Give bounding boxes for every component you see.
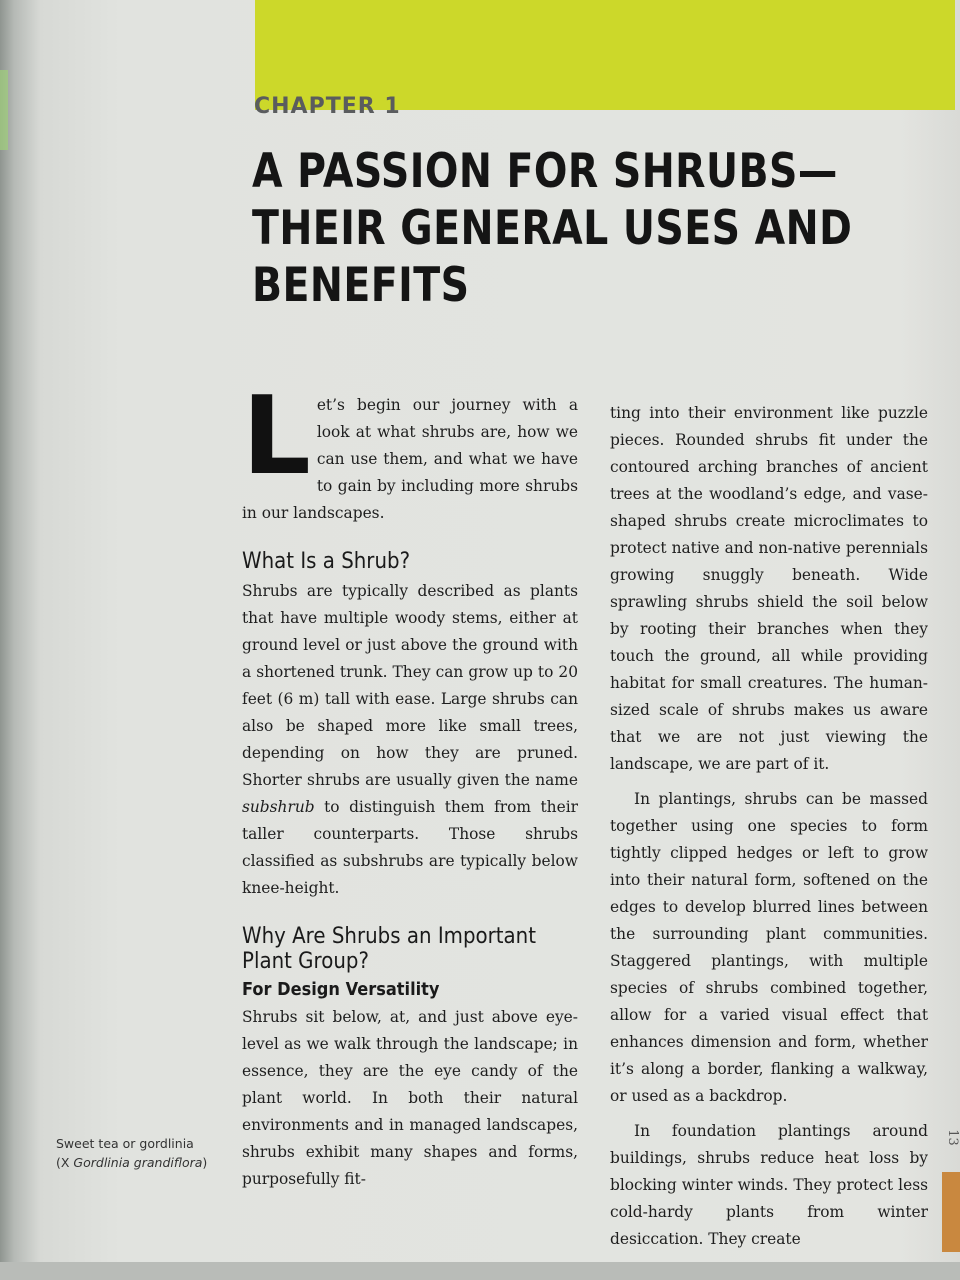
paragraph-plantings: In plantings, shrubs can be massed together using one species to form tightly clipped hedges or left to grow into their natural form, softened on the edges to develop blurred lines between the surrounding plant communities. Staggered plantings, with multiple species of shrubs combined together, allow for a varied visual effect that enhances dimension and form, whether it’s along a border, flanking a walkway, or used as a backdrop. xyxy=(610,790,928,1105)
paragraph-design-versatility: Shrubs sit below, at, and just above eye-level as we walk through the landscape; in essence, they are the eye candy of the plant world. In both their natural environments and in managed landscapes, shrubs exhibit many shapes and forms, purposefully fit- xyxy=(242,1008,578,1188)
caption-suffix: ) xyxy=(202,1155,208,1170)
page-bottom-edge xyxy=(0,1262,960,1280)
paragraph-text: Shrubs are typically described as plants that have multiple woody stems, either at ground level or just above the ground with a shortened trunk. They can grow up to 20 feet (6 m) tall with ease. Large shrubs can also be shaped more like small trees, depending on how they are pruned. Shorter shrubs are usually given the name xyxy=(242,582,578,789)
text-column-right xyxy=(610,400,928,1253)
paragraph-what-is-a-shrub xyxy=(242,578,578,902)
caption-scientific-name: Gordlinia grandiflora xyxy=(73,1155,203,1170)
chapter-tab xyxy=(942,1172,960,1252)
paragraph-foundation: In foundation plantings around buildings, shrubs reduce heat loss by blocking winter winds. They protect less cold-hardy plants from winter desiccation. They create xyxy=(610,1122,928,1248)
chapter-label: CHAPTER 1 xyxy=(254,94,401,119)
title-line: A PASSION FOR SHRUBS— xyxy=(252,144,838,199)
caption-prefix: (X xyxy=(56,1155,74,1170)
caption-scientific-line xyxy=(56,1153,207,1172)
previous-page-edge xyxy=(0,70,8,150)
book-page xyxy=(10,0,960,1270)
title-line: THEIR GENERAL USES AND xyxy=(252,201,853,256)
intro-paragraph xyxy=(242,374,578,527)
drop-cap: L xyxy=(242,374,311,499)
caption-common-name: Sweet tea or gordlinia xyxy=(56,1136,194,1151)
intro-text: et’s begin our journey with a look at what shrubs are, how we can use them, and what we have to gain by including more shrubs in our landscapes. xyxy=(242,396,578,522)
paragraph-puzzle-pieces: ting into their environment like puzzle pieces. Rounded shrubs fit under the contoured arching branches of ancient trees at the woodland’s edge, and vase-shaped shrubs create microclimates to protect native and non-native perennials growing snuggly beneath. Wide sprawling shrubs shield the soil below by rooting their branches when they touch the ground, all while providing habitat for small creatures. The human-sized scale of shrubs makes us aware that we are not just viewing the landscape, we are part of it. xyxy=(610,404,928,773)
subheading-design-versatility: For Design Versatility xyxy=(242,979,440,1000)
chapter-title xyxy=(252,143,853,314)
italic-term: subshrub xyxy=(242,798,315,816)
text-column-left xyxy=(242,374,578,1193)
page-number: 13 xyxy=(944,1129,960,1146)
section-heading-what-is-a-shrub: What Is a Shrub? xyxy=(242,549,411,574)
photo-caption xyxy=(56,1134,207,1172)
title-line: BENEFITS xyxy=(252,258,470,313)
paragraph-text: to distinguish them from their taller counterparts. Those shrubs classified as subshrubs are typically below knee-height. xyxy=(242,798,578,897)
section-heading-why-important: Why Are Shrubs an Important Plant Group? xyxy=(242,924,536,974)
